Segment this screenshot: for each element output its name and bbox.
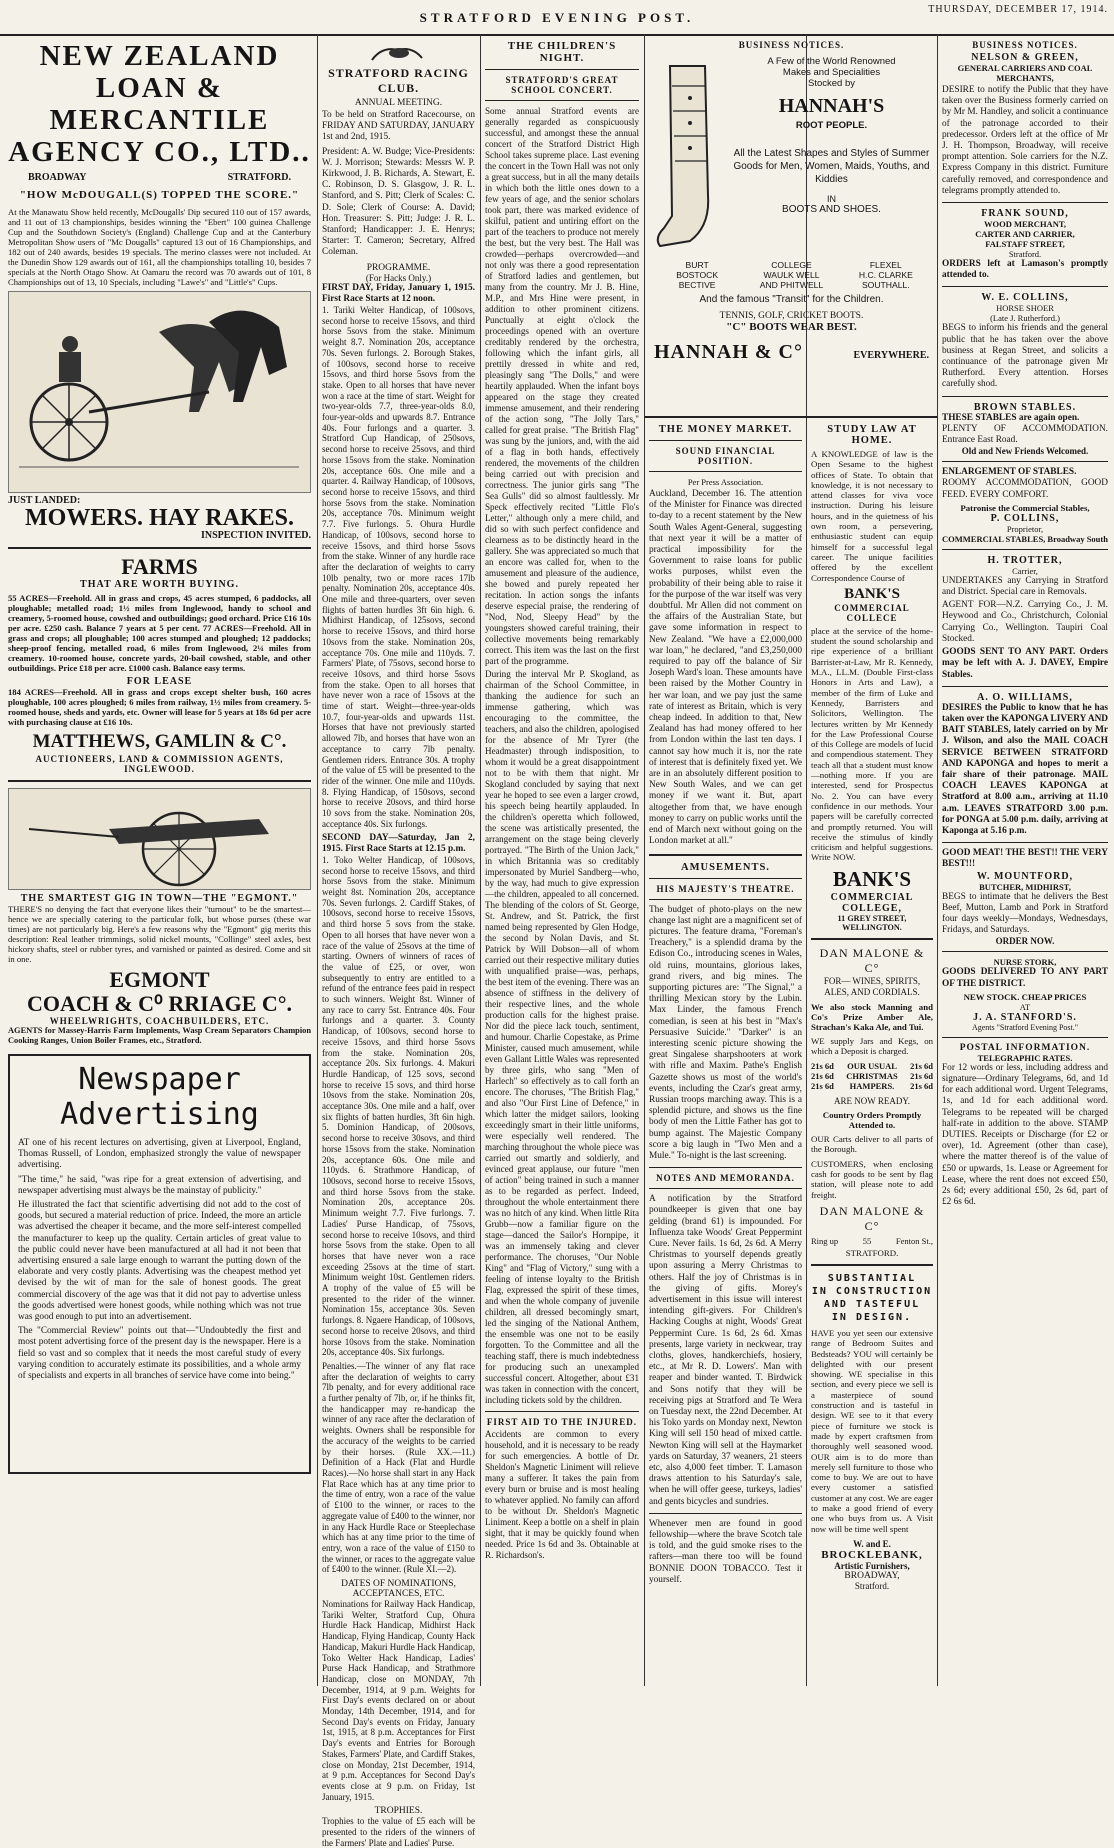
divider [942, 842, 1108, 843]
just-landed-label: JUST LANDED: [8, 495, 81, 506]
falstaff: FALSTAFF STREET, [985, 239, 1065, 250]
divider [811, 938, 933, 940]
brown-line: PLENTY OF ACCOMMODATION. Entrance East Road. [942, 423, 1108, 446]
concert-paragraph: During the interval Mr P. Skogland, as chairman of the School Committee, in thanking the audience for such an immense gathering, which was encouraging to the committee, the teachers, and also the children, apologised for the absence of Mr Tyrer (the Headmaster) through indisposition, to whom it would be a great disappointment not to be with them that night. Mr Skogland concluded by saying that next year he hoped to see even a larger crowd, his speech being heartily applauded. In the children's operetta which followed, the scene was artistically presented, the arrangement on the stage being cleverly portrayed. "The Birth of the Union Jack," in which Britannia was so creditably impersonated by Muriel Sandberg—who, by the way, had much to give expression—the children, appealed to all concerned. The blending of the colors of St. George, St. Andrew, and St. Patrick, the first named being represented by Glen Hodge, the second by Nolan Davis, and St. Patrick by Will Dobson—all of whom carried out their respective military duties with unqualified praise—was, perhaps, the best item of the evening. There was an absence of stiffness in the delivery of their respective lines, and the whole production calls for the highest praise. Nor did the piece lack touch, sentiment, and humour. Charlie Copestake, as Prime Minister, caused much amusement, while even Gallant Little Wales was represented by three girls, who sang "Men of Harlech" so effectively as to call forth an encore. The choruses, "The British Flag," and also "Our First Line of Defence," in which latter the midget sailors, looking exceedingly smart in their little uniforms, were especially well rendered. The marching throughout the whole piece was carried out smartly and soldierly, and evinced great applause, our future "men of action" being trained in such a manner as to be regarded as perfect. Indeed, throughout the whole entertainment there was no hitch of any kind. When little Rita Grubb—now a familiar figure on the stage—danced the Sailor's Hornpipe, it was an immensely taking and clever performance. The choruses, "Our Noble King" and "Flag of Victory," sung with a feeling of intense loyalty to the British Flag, expressed the spirit of these times, and when the whole company of juvenile children, all dressed becomingly smart, led the singing of the National Anthem, the ensemble was one not to be easily forgotten. To the Committee and all the teaching staff, there is much indebtedness for producing such an unexampled successful concert. Altogether, about £31 was taken in connection with the concert, including tickets sold by the children. [485, 669, 639, 1405]
mowers-heading: MOWERS. HAY RAKES. [25, 505, 294, 531]
goods-delivered: GOODS DELIVERED TO ANY PART OF THE DISTRICT. [942, 967, 1108, 989]
np-title-line: Advertising [60, 1097, 259, 1132]
gig-illustration [8, 788, 311, 890]
make-name: FLEXEL [869, 260, 902, 270]
column-rule [480, 34, 481, 1686]
brocklebank: BROCKLEBANK, [821, 1548, 923, 1561]
banks-name: BANK'S [844, 585, 900, 602]
first-day-heading: FIRST DAY, Friday, January 1, 1915. First Race Starts at 12 noon. [322, 282, 475, 304]
column-2 [322, 40, 475, 1848]
club-crest [322, 40, 475, 66]
brown-stables: BROWN STABLES. [973, 401, 1077, 413]
lease-body: 184 ACRES—Freehold. All in grass and crops except shelter bush, 160 acres ploughable, 100 acres ploughed; 6 miles from railway, 1½ miles from creamery. 5-roomed house, sheds and yards, etc. Owner will lease for 5 years at 18s 6d per acre with purchasing clause at £16 10s. [8, 687, 311, 727]
matthews-town: INGLEWOOD. [124, 764, 195, 774]
hannah-in: IN [827, 194, 836, 204]
wood-merchant: WOOD MERCHANT, [983, 219, 1066, 230]
horse-mower-illustration [8, 291, 311, 493]
hannah-summary: All the Latest Shapes and Styles of Summer Goods for Men, Women, Maids, Youths, and Kiddies [733, 148, 930, 185]
brown-line: Old and New Friends Welcomed. [961, 446, 1089, 457]
coach-title: COACH & C⁰ RRIAGE C°. [26, 991, 293, 1016]
second-day-body: 1. Toko Welter Handicap, of 100sovs, second horse to receive 15sovs, and third horse 5sovs from the stake. Minimum weight 8st. Nomination 20s, acceptance 70s. Seven furlongs. 2. Cardiff Stakes, of 100sovs, second horse to receive 15sovs, and third horse 5 sovs from the stake. Open to all horses that have never won a race of the value of 25sovs at the time of starting. Owners of winners of races of the value of £25, or over, won subsequently to entry are entitled to a refund of the entrance fees paid in respect to such winners. Weight 8st. Winner of any race to carry 5st. Entrance 40s. Four furlongs and a quarter. 3. County Handicap, of 100sovs, second horse to receive 15sovs, and third horse 5sovs from the stake. Nomination 20s, acceptance 20s. Six furlongs. 4. Makuri Hurdle Handicap, of 125 sovs, second horse to receive 15 sovs, and third horse 10sovs from the stake. Nomination 20s, acceptance 30s. One mile and a half, over six flights of batten hurdles, 3ft 6in high. 5. Dominion Handicap, of 200sovs, second horse to receive 30sovs, and third horse 15sovs from the stake. Nomination 20s, acceptance 60s. One mile and 110yds. 6. Strathmore Handicap, of 100sovs, second horse to receive 15sovs, and third horse 5sovs from the stake. Nomination 20s, acceptance 20s. Minimum weight 7.7. Five furlongs. 7. Ladies' Purse Handicap, of 75sovs, second horse to receive 10sovs, and third horse 5sovs from the stake. Open to all horses that have never won a race exceeding 25sovs at the time of start. Minimum weight 10st. Gentlemen riders. A trophy of the value of £5 will be presented to the rider of the winner. Nomination 15s, acceptance 30s. Seven furlongs. 8. Ngaere Handicap, of 100sovs, second horse to receive 20sovs, and third horse 10sovs from the stake. Nomination 20s, acceptance 40s. Six furlongs. [322, 854, 475, 1358]
racing-officers: President: A. W. Budge; Vice-Presidents: W. J. Morrison; Stewards: Messrs W. P. Kirkwood, J. B. Richards, A. Stewart, E. C. Robinson, D. S. Glasgow, J. R. L. Stanford, and S. Pitt; Clerk of Scales: C. D. Sole; Clerk of Course: A. David; Hon. Treasurer: S. Pitt; Judge: J. R. L. Stanford; Handicapper: J. E. Henrys; Starter: T. Cameron; Secretary, Alfred Coleman. [322, 146, 475, 258]
np-paragraph: "The time," he said, "was ripe for a great extension of advertising, and newspaper advertising must always be the mainstay of publicity." [18, 1174, 301, 1196]
banks-cc: COMMERCIAL COLLEGE, [830, 891, 914, 914]
stratford-town: STRATFORD. [845, 1247, 899, 1258]
divider [649, 1188, 802, 1189]
annual-meeting: ANNUAL MEETING. [354, 98, 443, 108]
hannah-root: ROOT PEOPLE. [795, 120, 868, 131]
postal-heading: POSTAL INFORMATION. [959, 1042, 1091, 1053]
study-law-heading: STUDY LAW AT HOME. [827, 424, 917, 446]
gig-heading: THE SMARTEST GIG IN TOWN—THE "EGMONT." [20, 893, 299, 904]
goods-sent: GOODS SENT TO ANY PART. Orders may be left with A. J. DAVEY, Empire Stables. [942, 647, 1108, 680]
programme-heading: PROGRAMME. [366, 262, 431, 273]
new-stock: NEW STOCK. CHEAP PRICES [963, 991, 1087, 1002]
matthews-subtitle: AUCTIONEERS, LAND & COMMISSION AGENTS, [35, 754, 284, 764]
divider [649, 471, 802, 472]
hamper-price: 21s 6d [811, 1061, 834, 1072]
ale-stock: We also stock Manning and Co's Prize Amber Ale, Strachan's Kaka Ale, and Tui. [811, 1001, 933, 1033]
column-5 [811, 424, 933, 1688]
make-name: WAULK WELL [763, 270, 820, 280]
farms-body: 55 ACRES—Freehold. All in grass and crops, 45 acres stumped, 6 paddocks, all ploughable; metalled road; 1½ miles from Inglewood, handy to school and creamery, 5-roomed house, cowshed and outbuildings; good orchard. Price £16 10s per acre. £250 cash. Balance 7 years at 5 per cent. 77 ACRES—Freehold. All in grass and crops; all ploughable; 100 acres stumped and ploughed; 12 paddocks; sheep-proof fencing, metalled road, 6 miles from Inglewood, 2¼ miles from creamery. 10-roomed house, concrete yards, 20-bail cowshed, stable, and other outbuildings. Price £18 per acre. £1000 cash. Balance easy terms. [8, 593, 311, 673]
np-title-line: Newspaper [78, 1062, 241, 1097]
meat-body: BEGS to intimate that he delivers the Best Beef, Mutton, Lamb and Pork in Stratford four days weekly—Mondays, Wednesdays, Fridays, and Saturdays. [942, 891, 1108, 936]
boot-illustration [650, 56, 730, 256]
newspaper-title: STRATFORD EVENING POST. [419, 10, 695, 25]
business-notices-heading: BUSINESS NOTICES. [972, 40, 1078, 50]
hamper-price: 21s 6d [910, 1081, 933, 1092]
divider [485, 100, 639, 101]
column-6 [942, 40, 1108, 1688]
first-day-body: 1. Tariki Welter Handicap, of 100sovs, second horse to receive 15sovs, and third horse 5sovs from the stake. Minimum weight 8.7. Nomination 20s, acceptance 70s. Seven furlongs. 2. Borough Stakes, of 100sovs, second horse to receive 15sovs, and third horse 5sovs from the stake. Open to all horses that have never won a race at the time of start. Weight for two-year-olds 7.7, three-year-olds 8.0, four-year-olds and upwards 8.7. Entrance 40s. Four furlongs and a quarter. 3. Stratford Cup Handicap, of 250sovs, second horse to receive 25sovs, and third horse 15sovs from the stake. Nomination 20s, acceptance 60s. One mile and a quarter. 4. Railway Handicap, of 100sovs, second horse to receive 15sovs, and third horse 5sovs from the stake. Nomination 20s, acceptance 70s. Minimum weight 7.7. Five furlongs. 5. Ohura Hurdle Handicap, of 100sovs, second horse to receive 15sovs, and third horse 5sovs from the stake. Winner of any hurdle race after the declaration of weights to carry 10lb penalty, two or more races 17lb penalty. Nomination 20s, acceptance 40s. One mile and three-quarters, over seven flights of batten hurdles 3ft 6in high. 6. Midhirst Handicap, of 125sovs, second horse to receive 15sovs, and third horse 10sovs from the stake. Nomination 20s, acceptance 70s. One mile and 110yds. 7. Farmers' Plate, of 75sovs, second horse to receive 10sovs, and third horse 5sovs from the stake. Open to all horses that have never won a race of 15sovs at the time of start. Weight—three-year-olds 10.7, four-year-olds and upwards 11st. Horses that have not previously started allowed 7lb, and horses that have won an acceptance to carry 7lb penalty. Gentlemen riders. Entrance 30s. A trophy of the value of £5 will be presented to the rider of the winner. One mile and 110yds. 8. Flying Handicap, of 150sovs, second horse to receive 20sovs, and third horse 10 sovs from the stake. Nomination 20s, acceptance 40s. Six furlongs. [322, 305, 475, 829]
hampers-block [811, 1061, 933, 1091]
business-notices-heading: BUSINESS NOTICES. [738, 40, 845, 50]
egmont-gig-ad [8, 788, 311, 1046]
ring-label: Ring up [811, 1235, 839, 1246]
money-subheading: SOUND FINANCIAL POSITION. [675, 446, 776, 466]
divider [942, 686, 1108, 687]
second-day-heading: SECOND DAY—Saturday, Jan 2, 1915. First Race Starts at 12.15 p.m. [322, 832, 475, 854]
country-orders: Country Orders Promptly Attended to. [822, 1110, 922, 1131]
divider [942, 202, 1108, 203]
ad-subhead: "HOW McDOUGALL(S) TOPPED THE SCORE." [19, 189, 300, 201]
stanford-name: J. A. STANFORD'S. [973, 1011, 1077, 1023]
hamper-price: 21s 6d [811, 1081, 834, 1092]
hamper-price: 21s 6d [910, 1071, 933, 1082]
gig-icon [9, 789, 310, 889]
furniture-heading [811, 1272, 933, 1324]
heading-line: IN CONSTRUCTION [811, 1285, 933, 1297]
make-name: H.C. CLARKE [858, 270, 913, 280]
collins-body: BEGS to inform his friends and the general public that he has taken over the above business at Regan Street, and solicits a continuance of the patronage given Mr Rutherford. Every attention. Horses carefully shod. [942, 323, 1108, 390]
hannah-line: Stocked by [808, 78, 855, 89]
concert-subheading: STRATFORD'S GREAT SCHOOL CONCERT. [505, 75, 619, 95]
column-rule [644, 34, 645, 1686]
carts-line: OUR Carts deliver to all parts of the Borough. [811, 1134, 933, 1155]
agents-post: Agents "Stratford Evening Post." [971, 1022, 1079, 1032]
customers-line: CUSTOMERS, when enclosing cash for goods to be sent by flag station, will please note to add freight. [811, 1158, 933, 1200]
for-hacks: (For Hacks Only.) [365, 272, 432, 283]
carrier: Carrier, [1012, 565, 1038, 576]
inspection-label: INSPECTION INVITED. [200, 530, 311, 541]
collins-name: W. E. COLLINS, [981, 292, 1069, 304]
carter: CARTER AND CARRIER, [975, 229, 1075, 240]
ready-line: ARE NOW READY. [834, 1096, 910, 1107]
penalties: Penalties.—The winner of any flat race after the declaration of weights to carry 7lb penalty, and for every additional race a further penalty of 7lb, or, if he thinks fit, the handicapper may re-handicap the winner of any race after the declaration of weights. Owners shall be responsible for the accuracy of the weights to be carried by their horses. (Rule XX.—11.) Definition of a Hack (Flat and Hurdle Races).—No horse shall start in any Hack Flat Race which has at any time prior to the time of entry, won a race of the value of £100 to the winner, or races to the aggregate value of £400 to the winner, nor in any Hack Hurdle Race or Steeplechase which has at any time prior to the time of entry, won a race of the value of £150 to the winner, or races to the aggregate value of £400 to the winner. (Rule XI.—2). [322, 1360, 475, 1575]
nelson-green: NELSON & GREEN, [971, 52, 1079, 63]
tennis-line: TENNIS, GOLF, CRICKET BOOTS. [719, 311, 864, 321]
ad-body: At the Manawatu Show held recently, McDougalls' Dip secured 110 out of 157 awards, and 11 out of 13 championships, besides winning the "Ebert" 100 guinea Challenge Cup and the Southdown Society's (England) Challenge Cup and at the Canterbury Metropolitan Show users of "Mc Dougalls" captured 13 out of 16 Championships, and 182 out of 240 awards, besides 19 specials. The merino classes were not included. At the Dunedin Show 129 awards out of 161, all the championships totalling 10, besides 7 specials at the North Otago Show. At Oamaru the record was 70 awards out of 101, 8 Championships out of 13, 10 Specials, including "Lawe's" and "Little's" Cups. [8, 207, 311, 287]
stratford-line: Stratford. [854, 1580, 890, 1591]
williams-body: DESIRES the Public to know that he has taken over the KAPONGA LIVERY AND BAIT STABLES, lately carried on by Mr J. Wilson, and also the MAIL COACH SERVICE BETWEEN STRATFORD AND KAPONGA and hopes to merit a fair share of their patronage. MAIL COACH LEAVES KAPONGA at Stratford at 8.00 a.m., arriving at 11.10 a.m. LEAVES STRATFORD 3.00 p.m. for PONGA at 5.00 p.m. daily, arriving at Kaponga at 5.16 p.m. [942, 702, 1108, 836]
enlargement: ENLARGEMENT OF STABLES. [942, 467, 1077, 478]
phone-number: 55 [862, 1235, 872, 1246]
horse-shoer: HORSE SHOER [996, 303, 1054, 314]
williams-name: A. O. WILLIAMS, [977, 691, 1073, 703]
mountford-name: W. MOUNTFORD, [976, 870, 1074, 882]
hannah-company: HANNAH & C° [654, 341, 803, 363]
heading-line: AND TASTEFUL [823, 1298, 921, 1310]
notes-heading: NOTES AND MEMORANDA. [656, 1173, 795, 1184]
divider [811, 1264, 933, 1266]
notes-body: A notification by the Stratford poundkeeper is given that one bay gelding (brand 61) is impounded. For Influenza take Woods' Great Peppermint Cure. Never fails. 1s 6d, 2s 6d. A Merry Christmas to yourself depends greatly upon assuring a Merry Christmas to others. Half the joy of Christmas is in the giving of gifts. Morey's advertisement in this issue will interest intending gift-givers. For Children's Hacking Coughs at night, Woods' Great Peppermint Cure. 1s 6d, 2s 6d. Xmas presents, large variety in neckwear, tray cloths, gloves, handkerchiefs, hosiery, etc., at Mr R. D. Lowers'. Man with reaper and binder wanted. T. Birdwick and Sons notify that they will be receiving pigs at Stratford and Te Wera on Tuesday next, the 22nd December. At his Toko yards on Monday next, Newton King will sell 150 head of mixed cattle. Newton King will sell at the Haymarket yards on Saturday, 37 weaners, 21 steers etc, also 4,000 feet timber. T. Lamason draws attention to his Saturday's sale, when he will offer geese, turkeys, ladies' and gents bicycles and sundries. [649, 1194, 802, 1507]
divider [942, 461, 1108, 462]
masthead [0, 0, 1114, 36]
divider [942, 1037, 1108, 1038]
divider [645, 416, 937, 418]
we-and: W. and E. [853, 1538, 891, 1549]
divider [649, 1167, 802, 1168]
banks-address: 11 GREY STREET, WELLINGTON. [837, 913, 907, 932]
ad-location: BROADWAY [28, 172, 87, 183]
hamper-text: HAMPERS. [849, 1081, 895, 1092]
divider [8, 547, 311, 549]
cboots-line: "C" BOOTS WEAR BEST. [726, 321, 857, 333]
brown-line: THESE STABLES are again open. [942, 412, 1080, 423]
np-paragraph: AT one of his recent lectures on advertising, given at Liverpool, England, Thomas Russell, of London, emphasized strongly the value of newspaper advertising. [18, 1138, 301, 1171]
racing-club-title: STRATFORD RACING CLUB. [328, 66, 469, 95]
trotter-body: UNDERTAKES any Carrying in Stratford and District. Special care in Removals. [942, 575, 1108, 598]
trotter-agent: AGENT FOR—N.Z. Carrying Co., J. M. Heywood and Co., Christchurch, Colonial Carrying Co., Wellington. Taupiri Coal Stocked. [942, 600, 1108, 644]
mower-icon [9, 292, 310, 492]
ad-title-line: NEW ZEALAND [39, 40, 280, 72]
broadway-line: BROADWAY, [844, 1570, 900, 1581]
farms-ad [8, 555, 311, 774]
divider [942, 286, 1108, 287]
divider [649, 854, 802, 856]
theatre-heading: HIS MAJESTY'S THEATRE. [656, 883, 795, 894]
good-meat: GOOD MEAT! THE BEST!! THE VERY BEST!!! [942, 848, 1108, 870]
farms-subtitle: THAT ARE WORTH BUYING. [80, 579, 239, 590]
ad-title-line: AGENCY CO., LTD.. [8, 136, 311, 168]
column-rule [937, 34, 938, 1686]
proprietor: Proprietor, [1006, 523, 1044, 534]
divider [649, 899, 802, 900]
heading-line: SUBSTANTIAL [827, 1272, 917, 1284]
ad-title-line: LOAN & MERCANTILE [49, 72, 270, 136]
telegraphic-heading: TELEGRAPHIC RATES. [977, 1052, 1073, 1063]
coach-subtitle: WHEELWRIGHTS, COACHBUILDERS, ETC. [49, 1016, 270, 1026]
artistic-furnishers: Artistic Furnishers, [834, 1560, 910, 1571]
make-name: BURT [685, 260, 709, 270]
dates-body: Nominations for Railway Hack Handicap, Tariki Welter, Stratford Cup, Ohura Hurdle Hack Handicap, Midhirst Hack Handicap, Flying Handicap, County Hack Handicap, Makuri Hurdle Hack Handicap, Toko Welter Hack Handicap, Ladies' Purse Hack Handicap, and Strathmore Handicap, close on MONDAY, 7th December, 1914, at 9 p.m. Weights for First Day's events declared on or about Monday, 14th December, 1914, and for Second Day's events on Friday, January 1st, 1915, at 8 p.m. Acceptances for First Day's events and Entries for Borough Stakes, Farmers' Plate, and Cardiff Stakes, close on Monday, 21st December, 1914, at 9 p.m. Acceptances for Second Day's events close at 9 p.m. on Friday, 1st January, 1915. [322, 1599, 475, 1802]
stratford-line: Stratford. [1008, 249, 1042, 260]
matthews-name: MATTHEWS, GAMLIN & C°. [32, 731, 287, 752]
boot-icon [650, 56, 730, 256]
tobacco-ad: Whenever men are found in good fellowship—where the brave Scotch tale is told, and the guid smoke rises to the rafters—man there too will be found BONNIE DOON TOBACCO. Test it yourself. [649, 1518, 802, 1585]
farms-title: FARMS [121, 554, 198, 579]
divider [942, 396, 1108, 397]
nz-loan-ad [8, 40, 311, 541]
hannahs-ad [650, 40, 933, 412]
frank-body: ORDERS left at Lamason's promptly attended to. [942, 259, 1108, 281]
banks-body: place at the service of the home-student the sound scholarship and ripe experience of a brilliant Barrister-at-Law, Mr R. Kennedy, M.A., LL.M. (Double First-class Honors in Arts and Law), a member of the firm of Luke and Kennedy, Barristers and Solicitors, Wellington. The lectures written by Mr Kennedy for the Law Professional Course of this College are models of lucid and compendious statement. They teach all that a student must know—nothing more. If you are interested, send for Prospectus No. 2. You can have every confidence in our methods. Your papers will be carefully corrected and promptly returned. You will receive the stimulus of kindly criticism and helpful suggestions. Write NOW. [811, 625, 933, 863]
divider [485, 1411, 639, 1412]
everywhere: EVERYWHERE. [853, 350, 929, 361]
ad-location: STRATFORD. [227, 172, 291, 183]
hannahs-name: HANNAH'S [778, 95, 885, 117]
wines-line: FOR— WINES, SPIRITS, ALES, AND CORDIALS. [823, 975, 921, 997]
divider [649, 878, 802, 879]
make-name: BECTIVE [678, 280, 716, 290]
banks-big: BANK'S [832, 866, 912, 891]
hamper-price: 21s 6d [910, 1061, 933, 1072]
racing-intro: To be held on Stratford Racecourse, on FRIDAY AND SATURDAY, JANUARY 1st and 2nd, 1915. [322, 110, 475, 143]
for-lease-label: FOR LEASE [126, 676, 193, 687]
dan-malone-title: DAN MALONE & C° [819, 1203, 925, 1233]
egmont-title: EGMONT [109, 967, 210, 992]
newspaper-advertising-box [8, 1054, 311, 1474]
dates-heading: DATES OF NOMINATIONS, ACCEPTANCES, ETC. [341, 1579, 456, 1600]
money-market-heading: THE MONEY MARKET. [658, 424, 793, 435]
order-now: ORDER NOW. [995, 936, 1055, 947]
study-law-body: A KNOWLEDGE of law is the Open Sesame to the highest offices of State. To obtain that knowledge, it is not necessary to attend classes for viva voce instruction. During his leisure hours, and in the quietness of his own room, a persevering, enthusiastic student can equip himself for a successful legal career. The unique facilities offered by the excellent Correspondence Course of [811, 449, 933, 583]
column-1 [8, 40, 311, 1688]
make-name: AND PHITWELL [759, 280, 824, 290]
divider [649, 1513, 802, 1514]
make-name: SOUTHALL. [861, 280, 910, 290]
nelson-body: DESIRE to notify the Public that they have taken over the Business formerly carried on by Mr M. Handley, and solicit a continuance of the patronage accorded to their predecessor. Orders left at the office of Mr J. H. Thompson, Broadway, will receive prompt attention. Sole carriers for the N.Z. Express Company in this district. Furniture carefully removed, and correspondence and telegrams promptly attended to. [942, 85, 1108, 196]
trophies-heading: TROPHIES. [374, 1806, 423, 1817]
butcher: BUTCHER, MIDHIRST, [979, 881, 1071, 892]
jars-line: WE supply Jars and Kegs, on which a Deposit is charged. [811, 1035, 933, 1056]
trophies-body: Trophies to the value of £5 each will be presented to the riders of the winners of the Farmers' Plate and Ladies' Purse. [322, 1816, 475, 1848]
make-name: COLLEGE [771, 260, 812, 270]
pcollins: P. COLLINS, [990, 512, 1060, 524]
concert-paragraph: Some annual Stratford events are generally regarded as conspicuously successful, and amongst these the annual concert of the Stratford District High School takes supreme place. Last evening the concert in the Town Hall was not only a great success, but in all the many details in which both the little ones down to a few years of age, and the senior scholars took part, there was marked evidence of skilful, patient and untiring effort on the part of the teachers to produce not merely the best, but the very best. The Hall was crowded—perhaps overcrowded—and not only was there a good representation of Stratford ladies and gentlemen, but many from the country. Mr J. B. Hine, M.P., and Mrs Hine were present, in addition to other prominent citizens. Punctually at eight o'clock the proceedings opened with an overture creditably rendered by the orchestra, following which the infant girls, all prettily dressed in white and red, pleasingly sang "The Dolls," and were heartily applauded. When the infant boys appeared on the stage they created immense amusement, and their rendering of the action song, "The Jolly Tars," called for great praise. "The British Flag" was sung by the juniors, and, with the aid of a flag in both hands, effectively rendered, the movements of the children being carried out with precision and correctness. The junior girls sang "The Sea Gulls" did so almost faultlessly. Mr Speck effectively recited "Little Flo's Letter," although only a mere child, and did so with such perfect confidence and clearness as to be distinctly heard in the gallery. She was appreciated so much that an encore was called for, when to the amusement and pleasure of the audience, she bowed and purely repeated her recitation. In action songs the infants deserve especial praise, the rendering of "Nod, Nod, Sleepy Head" by the youngsters showed careful training, their collective movements being remarkably correct. This item was the last on the first part of the programme. [485, 106, 639, 666]
amusements-heading: AMUSEMENTS. [681, 861, 770, 873]
nelson-sub: GENERAL CARRIERS AND COAL MERCHANTS, [957, 63, 1093, 83]
divider [485, 69, 639, 70]
trotter-name: H. TROTTER, [987, 554, 1063, 566]
column-rule [317, 34, 318, 1686]
column-3 [485, 40, 639, 1688]
hamper-price: 21s 6d [811, 1071, 834, 1082]
hannah-line: Makes and Specialities [782, 67, 881, 78]
transit-line: And the famous "Transit" for the Children. [699, 294, 884, 305]
nurse-stork: NURSE STORK, [993, 957, 1057, 968]
fenton-street: Fenton St., [895, 1235, 933, 1246]
frank-sound: FRANK SOUND, [981, 208, 1069, 220]
postal-body: For 12 words or less, including address and signature—Ordinary Telegrams, 6d, and 1d for each additional word. Urgent Telegrams, 1s, and 1d for each additional word. Telegrams to be repeated will be charged half-rate in addition to the above. STAMP DUTIES. Receipts or Discharge (for £2 or over), 1d. Agreement (other than case), where the matter thereof is of the value of £50 or upwards, 1s. Lease or Agreement for Lease, where the rent does not exceed £50, 2s 6d; every additional £50, 2s 6d, part of £2 6s 6d. [942, 1062, 1108, 1208]
column-4 [649, 424, 802, 1688]
money-body: Auckland, December 16. The attention of the Minister for Finance was directed to-day to a recent statement by the New South Wales Agent-General, suggesting that next year it will be a matter of practical impossibility for the Government to raise loans for public works purposes, whilst even the probability of their being able to raise it for the purpose of the war itself was very doubtful. Mr Allen did not comment on the affairs of the Australian State, but gave some information in respect to New Zealand. "We have a £2,000,000 war loan," he declared, "and £3,250,000 required to pay off the balance of Sir Joseph Ward's loan. These amounts have been raised by the Mother Country in her war loan, and we pay just the same rate of interest as Britain, which is very cheap indeed. In addition to that, New Zealand has had money offered to her from London within the last ten days. I cannot say how much it is, nor the rate of interest that is definitely fixed yet. We are in an absolutely different position to New South Wales, and we can get money if we want it. But, apart altogether from that, we have enough money to carry on public works until the end of March next without going on the London market at all." [649, 489, 802, 847]
theatre-body: The budget of photo-plays on the new change last night are a magnificent set of pictures. The feature drama, "Foreman's Treachery," is a splendid drama by the Edison Co., introducing scenes in Wales, old ruins, mountains, glorious lakes, grand rivers, and big mines. The supporting pictures are: "The Signal," a thrilling Mexican story by the Lubin. Max Linder, the famous French comedian, is seen at his best in "Max's Persuasive Suicide." "Darker" is an interesting scenic picture showing the great Singalese sharpshooters at work with rifle and Maxim. Pathe's English Gazette shows us most of the world's events, including the Czar's great army, Russian troops marching away. This is a splendid picture, and shows us the fine body of men the Little Father has got to bump against. The Majestic Company score a big laugh in "Two Men and a Mule." To-night is the last screening. [649, 904, 802, 1161]
first-aid-heading: FIRST AID TO THE INJURED. [486, 1417, 638, 1427]
heading-line: IN DESIGN. [831, 1311, 913, 1323]
childrens-night-heading: THE CHILDREN'S NIGHT. [507, 40, 617, 64]
np-paragraph: He illustrated the fact that scientific advertising did not add to the cost of goods, but secured a material reduction of price. Indeed, the more an article was advertised the cheaper it became, and the more self-interest compelled the manufacturer to keep up the quality. Certain articles of great value to the public could never have been manufactured at all had it not been that advertising ensured a sale large enough to warrant the putting down of the elaborate and very costly plants. Advertising was the cheapest method yet devised by the wit of man for the sale of honest goods. The great commercial discovery of the age was that it did not pay to advertise unless the goods advertised were honest goods, while nothing which was not true was good enough to put into an advertisement. [18, 1200, 301, 1323]
coach-agents: AGENTS for Massey-Harris Farm Implements, Wasp Cream Separators Champion Cooking Ranges, Union Boiler Frames, etc., Stratford. [8, 1026, 311, 1045]
first-aid-body: Accidents are common to every household, and it is necessary to be ready for such emergencies. A bottle of Dr. Sheldon's Magnetic Liniment will relieve many a sufferer. It takes the pain from every burn or bruise and is most healing to whatever applied. No family can afford to be without Dr. Sheldon's Magnetic Liniment. Keep a bottle on a shelf in plain sight, that it may be quickly found when needed. Price 1s 6d and 3s. Obtainable at R. Richardson's. [485, 1429, 639, 1560]
dan-malone-title: DAN MALONE & C° [819, 945, 925, 975]
divider [649, 440, 802, 441]
roomy: ROOMY ACCOMMODATION, GOOD FEED. EVERY COMFORT. [942, 478, 1108, 500]
divider [942, 549, 1108, 550]
hamper-text: OUR USUAL [847, 1061, 897, 1072]
makes-grid [650, 260, 933, 290]
divider [8, 780, 311, 782]
horse-crest-icon [322, 40, 475, 66]
np-paragraph: The "Commercial Review" points out that—"Undoubtedly the first and most potent advertising force of the present day is the newspaper. Here is a field so vast and so complex that it needs the most careful study of every varying condition to accurately estimate its possibilities, and a whole army of specialists and experts in all branches of service have come into being." [18, 1326, 301, 1382]
banks-college: COMMERCIAL COLLECE [834, 602, 910, 623]
commercial-stables: COMMERCIAL STABLES, Broadway South [942, 533, 1108, 544]
at-label: AT [1019, 1001, 1031, 1012]
hannah-line: A Few of the World Renowned [767, 56, 896, 67]
furniture-body: HAVE you yet seen our extensive range of Bedroom Suites and Bedsteads? YOU will certainly be delighted with our present showing. WE specialise in this section, and every piece we sell is a masterpiece of sound construction and is tasteful in design. WE see to it that every piece of furniture we stock is made by expert craftsmen from thoroughly well seasoned wood. OUR aim is to do more than merely sell furniture to those who come to buy. We are out to have every customer a satisfied customer at any cost. We are eager to make a good friend of every one who buys from us. A Visit now will be time well spent [811, 1327, 933, 1534]
divider [942, 951, 1108, 952]
gig-body: THERE'S no denying the fact that everyone likes their "turnout" to be the smartest—hence we are specially catering to the particular folk, but whose purses (these war times) are not particularly big. Here's a few reasons why the "Egmont" gig merits this description: Real leather trimmings, solid nickel mounts, "Collinge" steel axles, best hickory shafts, steel or rubber tyres, and varnished or painted as desired. Come and sit in one. [8, 904, 311, 964]
make-name: BOSTOCK [676, 270, 719, 280]
issue-date: THURSDAY, DECEMBER 17, 1914. [928, 4, 1108, 15]
shoer-sub: (Late J. Rutherford.) [990, 313, 1060, 324]
press-association: Per Press Association. [687, 477, 764, 487]
patronise: Patronise the Commercial Stables, [960, 502, 1090, 513]
hannah-boots: BOOTS AND SHOES. [782, 204, 881, 215]
hamper-text: CHRISTMAS [846, 1071, 898, 1082]
